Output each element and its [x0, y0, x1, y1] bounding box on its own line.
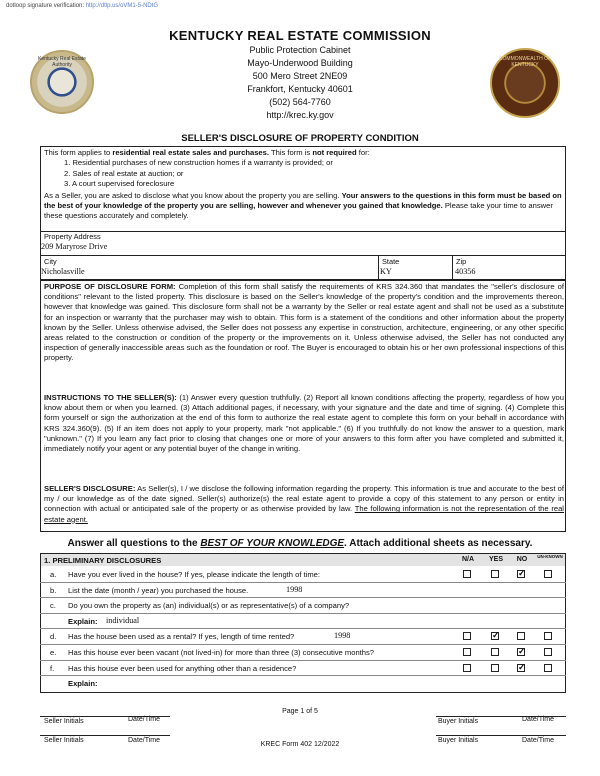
divider — [378, 255, 379, 280]
city-label: City — [44, 257, 57, 266]
city-field[interactable]: Nicholasville — [41, 267, 85, 276]
yes-checkbox[interactable] — [491, 664, 499, 672]
row-divider — [40, 628, 566, 629]
divider — [40, 255, 566, 256]
question-text: Explain: — [68, 616, 98, 626]
answer-field[interactable]: individual — [106, 615, 140, 625]
zip-label: Zip — [456, 257, 467, 266]
applies-item: 3. A court supervised foreclosure — [64, 179, 175, 188]
buyer-initials-line[interactable] — [436, 735, 566, 736]
answer-instructions: Answer all questions to the BEST OF YOUR KNOWLEDGE. Attach additional sheets as necessary. — [67, 538, 533, 549]
yes-checkbox[interactable] — [491, 648, 499, 656]
question-letter: f. — [50, 663, 55, 673]
signature-verification-line — [6, 3, 158, 9]
form-number: KREC Form 402 12/2022 — [260, 741, 340, 748]
question-letter: a. — [50, 570, 57, 579]
page-number: Page 1 of 5 — [282, 708, 318, 715]
zip-field[interactable]: 40356 — [455, 267, 476, 276]
question-letter: b. — [50, 585, 57, 595]
question-text: Have you ever lived in the house? If yes, please indicate the length of time: — [68, 570, 321, 579]
answer-field[interactable]: 1998 — [286, 584, 303, 594]
no-checkbox[interactable] — [517, 632, 525, 640]
col-yes-header: YES — [488, 556, 503, 563]
row-divider — [40, 582, 566, 583]
question-letter: d. — [50, 632, 57, 642]
seller-initials-label: Seller Initials — [44, 718, 84, 725]
na-checkbox[interactable] — [463, 664, 471, 672]
question-text: Explain: — [68, 679, 98, 689]
address-field[interactable]: 209 Maryrose Drive — [41, 242, 108, 251]
unknown-checkbox[interactable] — [544, 648, 552, 656]
header-line: 500 Mero Street 2NE09 — [252, 71, 348, 81]
na-checkbox[interactable] — [463, 570, 471, 578]
seller-initials-line[interactable] — [40, 735, 170, 736]
question-text: Has the house been used as a rental? If yes, length of time rented? — [68, 632, 295, 642]
row-divider — [40, 675, 566, 676]
divider — [452, 255, 453, 280]
commonwealth-seal — [490, 48, 560, 118]
buyer-datetime-label: Date/Time — [522, 737, 555, 744]
applies-item: 2. Sales of real estate at auction; or — [64, 168, 184, 178]
applies-item: 1. Residential purchases of new construction homes if a warranty is provided; or — [64, 158, 333, 167]
row-divider — [40, 660, 566, 661]
header-line: Mayo-Underwood Building — [247, 58, 353, 68]
unknown-checkbox[interactable] — [544, 570, 552, 578]
instructions-paragraph: INSTRUCTIONS TO THE SELLER(S): (1) Answer every question truthfully. (2) Report all known conditions affecting the property, regardless of how you know about them or when you learned. (3) Attach additional pages, if necessary, with your signature and the date and time of signing. (4) Complete this form yourself or sign the authorization at the end of this form to authorize the real estate agent to complete this form on your behalf in accordance with KRS 324.360(9). (5) If an item does not apply to your property, mark "not applicable." (6) If you truthfully do not know the answer to a question, mark "unknown." (7) If you learn any fact prior to closing that changes one or more of your answers to this form after you have completed and submitted it, immediately notify your agent or any potential buyer of the change in writing. — [44, 393, 564, 454]
question-text: Has this house ever been used for anything other than a residence? — [68, 663, 297, 673]
buyer-datetime-label: Date/Time — [522, 716, 555, 723]
state-field[interactable]: KY — [380, 267, 392, 276]
seller-datetime-label: Date/Time — [128, 737, 161, 744]
col-na-header: N/A — [461, 556, 475, 563]
left-seal-text: Kentucky Real Estate Authority — [38, 56, 86, 68]
question-text: Do you own the property as (an) individual(s) or as representative(s) of a company? — [68, 601, 350, 611]
no-checkbox[interactable] — [517, 570, 525, 578]
buyer-initials-label: Buyer Initials — [438, 718, 479, 725]
seller-datetime-label: Date/Time — [128, 716, 161, 723]
question-text: List the date (month / year) you purchased the house. — [68, 585, 249, 595]
verification-link[interactable]: http://dtlp.us/oVM1-5-NDtG — [85, 3, 159, 9]
form-title: SELLER'S DISCLOSURE OF PROPERTY CONDITION — [181, 133, 419, 144]
unknown-checkbox[interactable] — [544, 632, 552, 640]
question-letter: e. — [50, 648, 57, 657]
col-unknown-header: UN-KNOWN — [537, 554, 563, 559]
no-checkbox[interactable] — [517, 664, 525, 672]
seller-initials-label: Seller Initials — [44, 737, 84, 744]
real-estate-authority-seal — [30, 50, 94, 114]
applies-intro: This form applies to residential real estate sales and purchases. This form is not required for: — [44, 148, 370, 157]
right-seal-text: COMMONWEALTH OF KENTUCKY — [498, 56, 552, 68]
header-line: Public Protection Cabinet — [249, 45, 351, 55]
na-checkbox[interactable] — [463, 648, 471, 656]
divider — [40, 231, 566, 232]
row-divider — [40, 644, 566, 645]
header-line: (502) 564-7760 — [269, 97, 331, 107]
row-divider — [40, 613, 566, 614]
answer-field[interactable]: 1998 — [334, 631, 351, 641]
row-divider — [40, 597, 566, 598]
seller-instructions: As a Seller, you are asked to disclose what you know about the property you are selling. Your answers to the questions in this form must be based on the best of your knowledge of the property you are selling, however and whenever you gained that knowledge. Please take your time to answer these questions accurately and completely. — [44, 191, 562, 221]
state-label: State — [382, 257, 400, 266]
header-line[interactable]: http://krec.ky.gov — [266, 110, 334, 120]
na-checkbox[interactable] — [463, 632, 471, 640]
col-no-header: NO — [516, 556, 528, 563]
no-checkbox[interactable] — [517, 648, 525, 656]
section-title: 1. PRELIMINARY DISCLOSURES — [44, 556, 162, 565]
buyer-initials-label: Buyer Initials — [438, 737, 479, 744]
purpose-paragraph: PURPOSE OF DISCLOSURE FORM: Completion of this form shall satisfy the requirements of KRS 324.360 that mandates the "seller's disclosure of conditions" relevant to the listed property. This disclosure is based on the Seller's knowledge of the property's condition and the improvements thereon, however that knowledge was gained. This disclosure form shall not be a warranty by the Seller or real estate agent and shall not be used as a substitute for an inspection or warranty that the purchaser may wish to obtain. This form is a statement of the conditions and other information about the property known by the Seller. Unless otherwise advised, the Seller does not possess any expertise in construction, architecture, engineering, or any other specific areas related to the construction or condition of the property or the improvements on it. Unless otherwise advised, the Seller has not conducted any inspection of generally inaccessible areas such as the foundation or roof. The Buyer is encouraged to obtain his or her own professional inspections of this property. — [44, 282, 564, 363]
commission-title: KENTUCKY REAL ESTATE COMMISSION — [169, 28, 431, 43]
unknown-checkbox[interactable] — [544, 664, 552, 672]
seller-disclosure-paragraph: SELLER'S DISCLOSURE: As Seller(s), I / we disclose the following information regarding the property. This information is true and accurate to the best of my / our knowledge as of the date signed. Seller(s) authorize(s) the real estate agent to provide a copy of this statement to any person or entity in connection with actual or anticipated sale of the property or as otherwise provided by law. The following information is not the representation of the real estate agent. — [44, 484, 564, 524]
question-letter: c. — [50, 601, 56, 611]
address-label: Property Address — [44, 232, 101, 241]
yes-checkbox[interactable] — [491, 632, 499, 640]
question-text: Has this house ever been vacant (not lived-in) for more than three (3) consecutive months? — [68, 648, 375, 657]
yes-checkbox[interactable] — [491, 570, 499, 578]
header-line: Frankfort, Kentucky 40601 — [247, 84, 353, 94]
verification-label: dotloop signature verification: — [6, 3, 85, 9]
